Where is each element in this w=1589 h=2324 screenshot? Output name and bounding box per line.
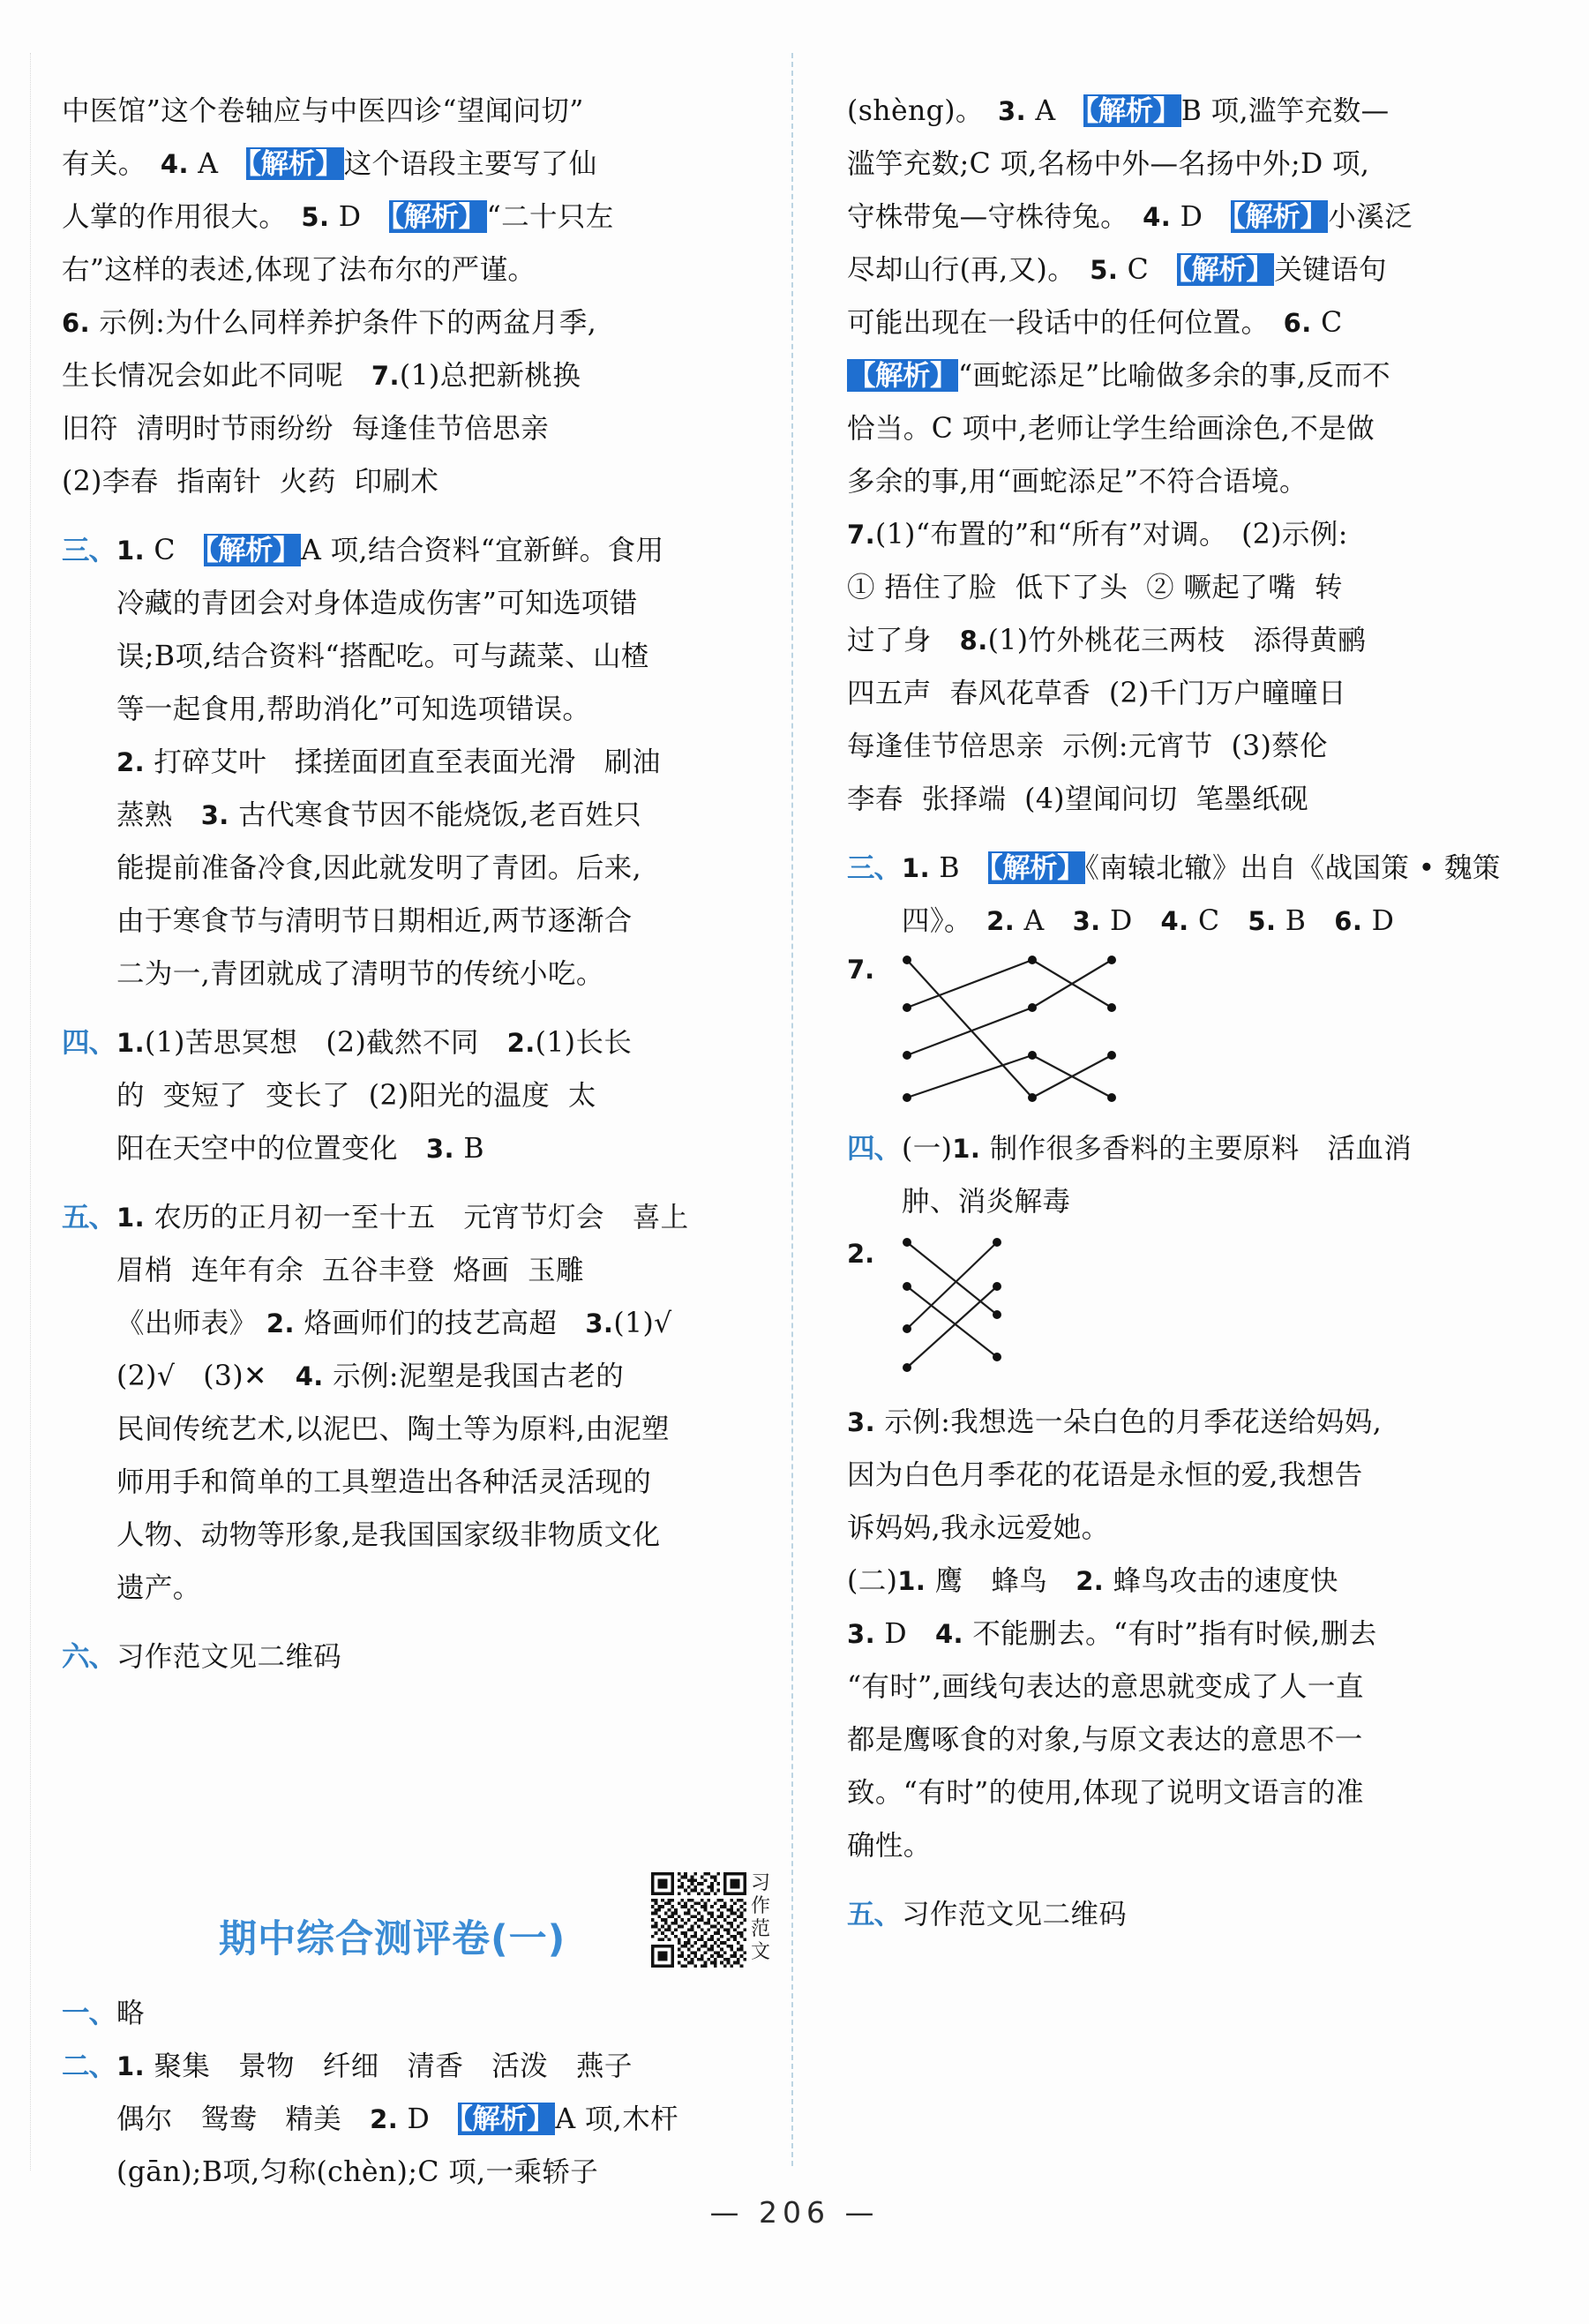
answer-line: 过了身 8.(1)竹外桃花三两枝 添得黄鹂 (847, 625, 1367, 656)
answer-line: 师用手和简单的工具塑造出各种活灵活现的 (116, 1466, 652, 1498)
section-marker: 三、 (62, 535, 116, 566)
answer-line: 确性。 (847, 1830, 932, 1862)
right-column (847, 85, 1544, 1941)
answer-block-2b (62, 2040, 759, 2199)
section-marker: 四、 (62, 1027, 116, 1059)
answer-line: 肿、消炎解毒 (902, 1186, 1071, 1218)
answer-line: 旧符 清明时节雨纷纷 每逢佳节倍思亲 (62, 413, 550, 445)
answer-line: 的 变短了 变长了 (2)阳光的温度 太 (116, 1080, 596, 1112)
answer-line: 1. 聚集 景物 纤细 清香 活泼 燕子 (116, 2050, 633, 2082)
answer-line: 人掌的作用很大。 5. D 【解析】“二十只左 (62, 200, 614, 233)
paper-title: 期中综合测评卷(一) (219, 1917, 566, 1961)
section-marker: 一、 (62, 1998, 116, 2029)
answer-line: 守株带兔—守株待兔。 4. D 【解析】小溪泛 (847, 200, 1413, 233)
answer-block-6 (62, 1631, 759, 1683)
answer-line: 等一起食用,帮助消化”可知选项错误。 (116, 693, 591, 725)
answer-line: 多余的事,用“画蛇添足”不符合语境。 (847, 466, 1308, 498)
answer-block (62, 85, 759, 508)
section-marker: 三、 (847, 852, 902, 884)
answer-line: 右”这样的表述,体现了法布尔的严谨。 (62, 254, 536, 286)
answer-line: 都是鹰啄食的对象,与原文表达的意思不一 (847, 1724, 1363, 1756)
answer-line: 遗产。 (116, 1572, 201, 1604)
answer-line: 尽却山行(再,又)。 5. C 【解析】关键语句 (847, 253, 1387, 286)
matching-label: 2. (847, 1239, 875, 1269)
answer-line: 偶尔 鸳鸯 精美 2. D 【解析】A 项,木杆 (116, 2103, 679, 2135)
page-number: — 206 — (709, 2195, 880, 2230)
answer-block (847, 85, 1544, 826)
answer-line: 《出师表》 2. 烙画师们的技艺高超 3.(1)√ (116, 1308, 672, 1339)
answer-line: 由于寒食节与清明节日期相近,两节逐渐合 (116, 905, 633, 937)
section-marker: 五、 (847, 1899, 902, 1930)
answer-line: 6. 示例:为什么同样养护条件下的两盆月季, (62, 307, 597, 339)
answer-line: 7.(1)“布置的”和“所有”对调。 (2)示例: (847, 519, 1348, 551)
answer-line: 生长情况会如此不同呢 7.(1)总把新桃换 (62, 360, 581, 392)
answer-line: 1. C 【解析】A 项,结合资料“宜新鲜。食用 (116, 534, 664, 566)
answer-block-5 (62, 1191, 759, 1615)
answer-line: (2)李春 指南针 火药 印刷术 (62, 466, 439, 498)
answer-line: 1.(1)苦思冥想 (2)截然不同 2.(1)长长 (116, 1027, 633, 1059)
answer-line: 有关。 4. A 【解析】这个语段主要写了仙 (62, 147, 597, 180)
answer-line: 滥竽充数;C 项,名杨中外—名扬中外;D 项, (847, 148, 1370, 180)
answer-line: 可能出现在一段话中的任何位置。 6. C (847, 307, 1343, 339)
answer-line: (一)1. 制作很多香料的主要原料 活血消 (902, 1133, 1413, 1165)
block-gap (62, 1615, 759, 1631)
answer-line: 因为白色月季花的花语是永恒的爱,我想告 (847, 1459, 1363, 1491)
block-gap (847, 1872, 1544, 1888)
answer-block-3 (62, 524, 759, 1001)
answer-line: 阳在天空中的位置变化 3. B (116, 1133, 484, 1165)
answer-line: 李春 张择端 (4)望闻问切 笔墨纸砚 (847, 783, 1308, 815)
answer-line: 诉妈妈,我永远爱她。 (847, 1512, 1110, 1544)
matching-diagram-2 (847, 1233, 1544, 1392)
answer-line: 习作范文见二维码 (116, 1641, 342, 1673)
block-gap (847, 826, 1544, 842)
answer-line: (gān);B项,匀称(chèn);C 项,一乘轿子 (116, 2156, 599, 2188)
section-marker: 二、 (62, 2050, 116, 2082)
answer-line: 眉梢 连年有余 五谷丰登 烙画 玉雕 (116, 1255, 584, 1286)
answer-line: 四》。 2. A 3. D 4. C 5. B 6. D (902, 905, 1395, 937)
answer-line: 3. 示例:我想选一朵白色的月季花送给妈妈, (847, 1406, 1383, 1438)
matching-lines-2 (891, 1233, 1156, 1392)
answer-line: 2. 打碎艾叶 揉搓面团直至表面光滑 刷油 (116, 746, 661, 778)
column-divider (791, 53, 793, 2166)
qr-block (651, 1872, 772, 1968)
answer-block-cont (847, 1396, 1544, 1872)
answer-line: 二为一,青团就成了清明节的传统小吃。 (116, 958, 604, 990)
answer-line: 略 (116, 1998, 145, 2029)
matching-diagram-7 (847, 949, 1544, 1117)
answer-line: 能提前准备冷食,因此就发明了青团。后来, (116, 852, 642, 884)
answer-line: (shèng)。 3. A 【解析】B 项,滥竽充数— (847, 94, 1390, 127)
answer-line: 【解析】“画蛇添足”比喻做多余的事,反而不 (848, 359, 1391, 392)
answer-line: (二)1. 鹰 蜂鸟 2. 蜂鸟攻击的速度快 (847, 1565, 1338, 1597)
answer-line: 蒸熟 3. 古代寒食节因不能烧饭,老百姓只 (116, 799, 642, 831)
section-marker: 四、 (847, 1133, 902, 1165)
left-column (62, 85, 759, 1683)
answer-line: 中医馆”这个卷轴应与中医四诊“望闻问切” (62, 95, 584, 127)
answer-block-4 (62, 1016, 759, 1175)
qr-code-svg (651, 1872, 746, 1968)
answer-line: 1. 农历的正月初一至十五 元宵节灯会 喜上 (116, 1202, 689, 1233)
left-column-after-title (62, 1987, 759, 2199)
answer-line: 习作范文见二维码 (902, 1899, 1128, 1930)
answer-block-5r (847, 1888, 1544, 1941)
answer-line: 人物、动物等形象,是我国国家级非物质文化 (116, 1519, 661, 1551)
answer-line: 恰当。C 项中,老师让学生给画涂色,不是做 (847, 413, 1375, 445)
answer-block-3r (847, 842, 1544, 948)
block-gap (62, 508, 759, 524)
qr-label: 习作范文 (750, 1872, 770, 1963)
left-edge-rule (30, 53, 31, 2170)
answer-line: ① 捂住了脸 低下了头 ② 噘起了嘴 转 (847, 572, 1343, 603)
answer-line: 四五声 春风花草香 (2)千门万户曈曈日 (847, 678, 1346, 709)
answer-line: 致。“有时”的使用,体现了说明文语言的准 (847, 1777, 1364, 1809)
answer-line: 误;B项,结合资料“搭配吃。可与蔬菜、山楂 (116, 641, 649, 672)
answer-line: “有时”,画线句表达的意思就变成了人一直 (847, 1671, 1364, 1703)
answer-line: 1. B 【解析】《南辕北辙》出自《战国策 • 魏策 (902, 851, 1501, 884)
qr-code-icon[interactable] (651, 1872, 746, 1968)
answer-line: 民间传统艺术,以泥巴、陶土等为原料,由泥塑 (116, 1413, 670, 1445)
answer-line: (2)√ (3)✕ 4. 示例:泥塑是我国古老的 (116, 1361, 625, 1392)
section-marker: 五、 (62, 1202, 116, 1233)
section-marker: 六、 (62, 1641, 116, 1673)
matching-lines-7 (891, 949, 1262, 1117)
answer-line: 每逢佳节倍思亲 示例:元宵节 (3)蔡伦 (847, 731, 1329, 762)
answer-block-1b (62, 1987, 759, 2040)
block-gap (62, 1001, 759, 1016)
answer-line: 冷藏的青团会对身体造成伤害”可知选项错 (116, 588, 638, 619)
matching-label: 7. (847, 955, 875, 985)
answer-line: 3. D 4. 不能删去。“有时”指有时候,删去 (847, 1618, 1377, 1650)
block-gap (62, 1175, 759, 1191)
answer-block-4r (847, 1122, 1544, 1228)
